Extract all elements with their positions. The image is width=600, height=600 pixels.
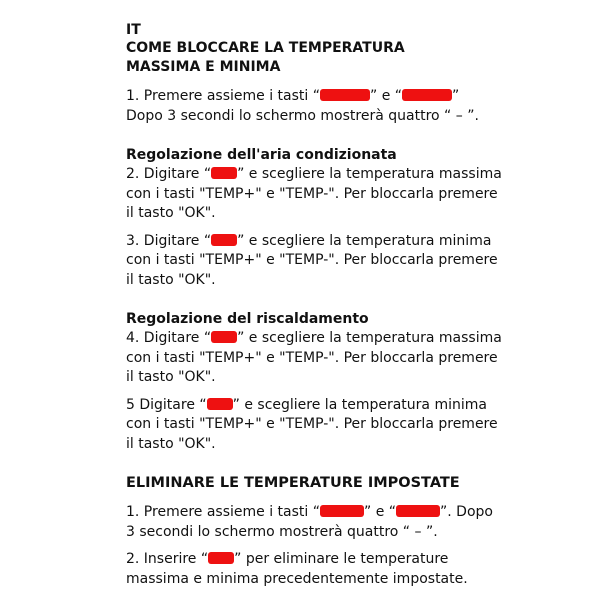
ac-step-2 xyxy=(126,165,506,224)
redacted-code-remove xyxy=(208,552,234,564)
heat-step-4 xyxy=(126,329,506,388)
heat-step-5 xyxy=(126,396,506,455)
ac-step-3 xyxy=(126,232,506,291)
ac-step-2-text-b: ” e scegliere la temperatura massima con i tasti "TEMP+" e "TEMP-". Per bloccarla premere il tasto "OK". xyxy=(126,166,502,221)
remove-step-2-text-b: ” per eliminare le temperature massima e minima precedentemente impostate. xyxy=(126,551,468,587)
section-title-remove: ELIMINARE LE TEMPERATURE IMPOSTATE xyxy=(126,475,460,491)
redacted-key-2 xyxy=(402,89,452,101)
remove-step-1-text-a: 1. Premere assieme i tasti “ xyxy=(126,504,320,520)
redacted-code-ac-min xyxy=(211,234,237,246)
section-title-heating: Regolazione del riscaldamento xyxy=(126,311,369,327)
heat-step-4-text-a: 4. Digitare “ xyxy=(126,330,212,346)
ac-step-3-text-a: 3. Digitare “ xyxy=(126,232,212,249)
remove-step-1-text-b: ” e “ xyxy=(363,504,397,520)
heat-step-5-text-b: ” e scegliere la temperatura minima con i tasti "TEMP+" e "TEMP-". Per bloccarla premere il tasto "OK". xyxy=(126,396,498,452)
lock-step-1-text-b: ” e “ xyxy=(369,88,403,104)
redacted-key-4 xyxy=(396,505,440,517)
remove-step-2-text-a: 2. Inserire “ xyxy=(126,551,209,567)
ac-step-3-text-b: ” e scegliere la temperatura minima con i tasti "TEMP+" e "TEMP-". Per bloccarla premere il tasto "OK". xyxy=(126,232,498,288)
redacted-key-3 xyxy=(320,505,364,517)
heat-step-4-text-b: ” e scegliere la temperatura massima con i tasti "TEMP+" e "TEMP-". Per bloccarla premere il tasto "OK". xyxy=(126,330,502,385)
redacted-code-heat-min xyxy=(207,398,233,410)
remove-step-1-text-c: ”. Dopo 3 secondi lo schermo mostrerà quattro “ – ”. xyxy=(126,504,493,540)
section-title-ac: Regolazione dell'aria condizionata xyxy=(126,147,397,163)
redacted-code-heat-max xyxy=(211,331,237,343)
instruction-document xyxy=(126,22,506,589)
language-code: IT xyxy=(126,22,141,38)
document-title: COME BLOCCARE LA TEMPERATURA MASSIMA E MINIMA xyxy=(126,40,405,75)
remove-step-1 xyxy=(126,503,506,542)
redacted-key-1 xyxy=(320,89,370,101)
remove-step-2 xyxy=(126,550,506,589)
lock-step-1 xyxy=(126,87,506,126)
redacted-code-ac-max xyxy=(211,167,237,179)
lock-step-1-text-c: ” xyxy=(452,88,460,104)
lock-step-1-text-a: 1. Premere assieme i tasti “ xyxy=(126,88,320,104)
lock-step-1-text-d: Dopo 3 secondi lo schermo mostrerà quattro “ – ”. xyxy=(126,107,479,124)
ac-step-2-text-a: 2. Digitare “ xyxy=(126,166,212,182)
heat-step-5-text-a: 5 Digitare “ xyxy=(126,396,207,413)
